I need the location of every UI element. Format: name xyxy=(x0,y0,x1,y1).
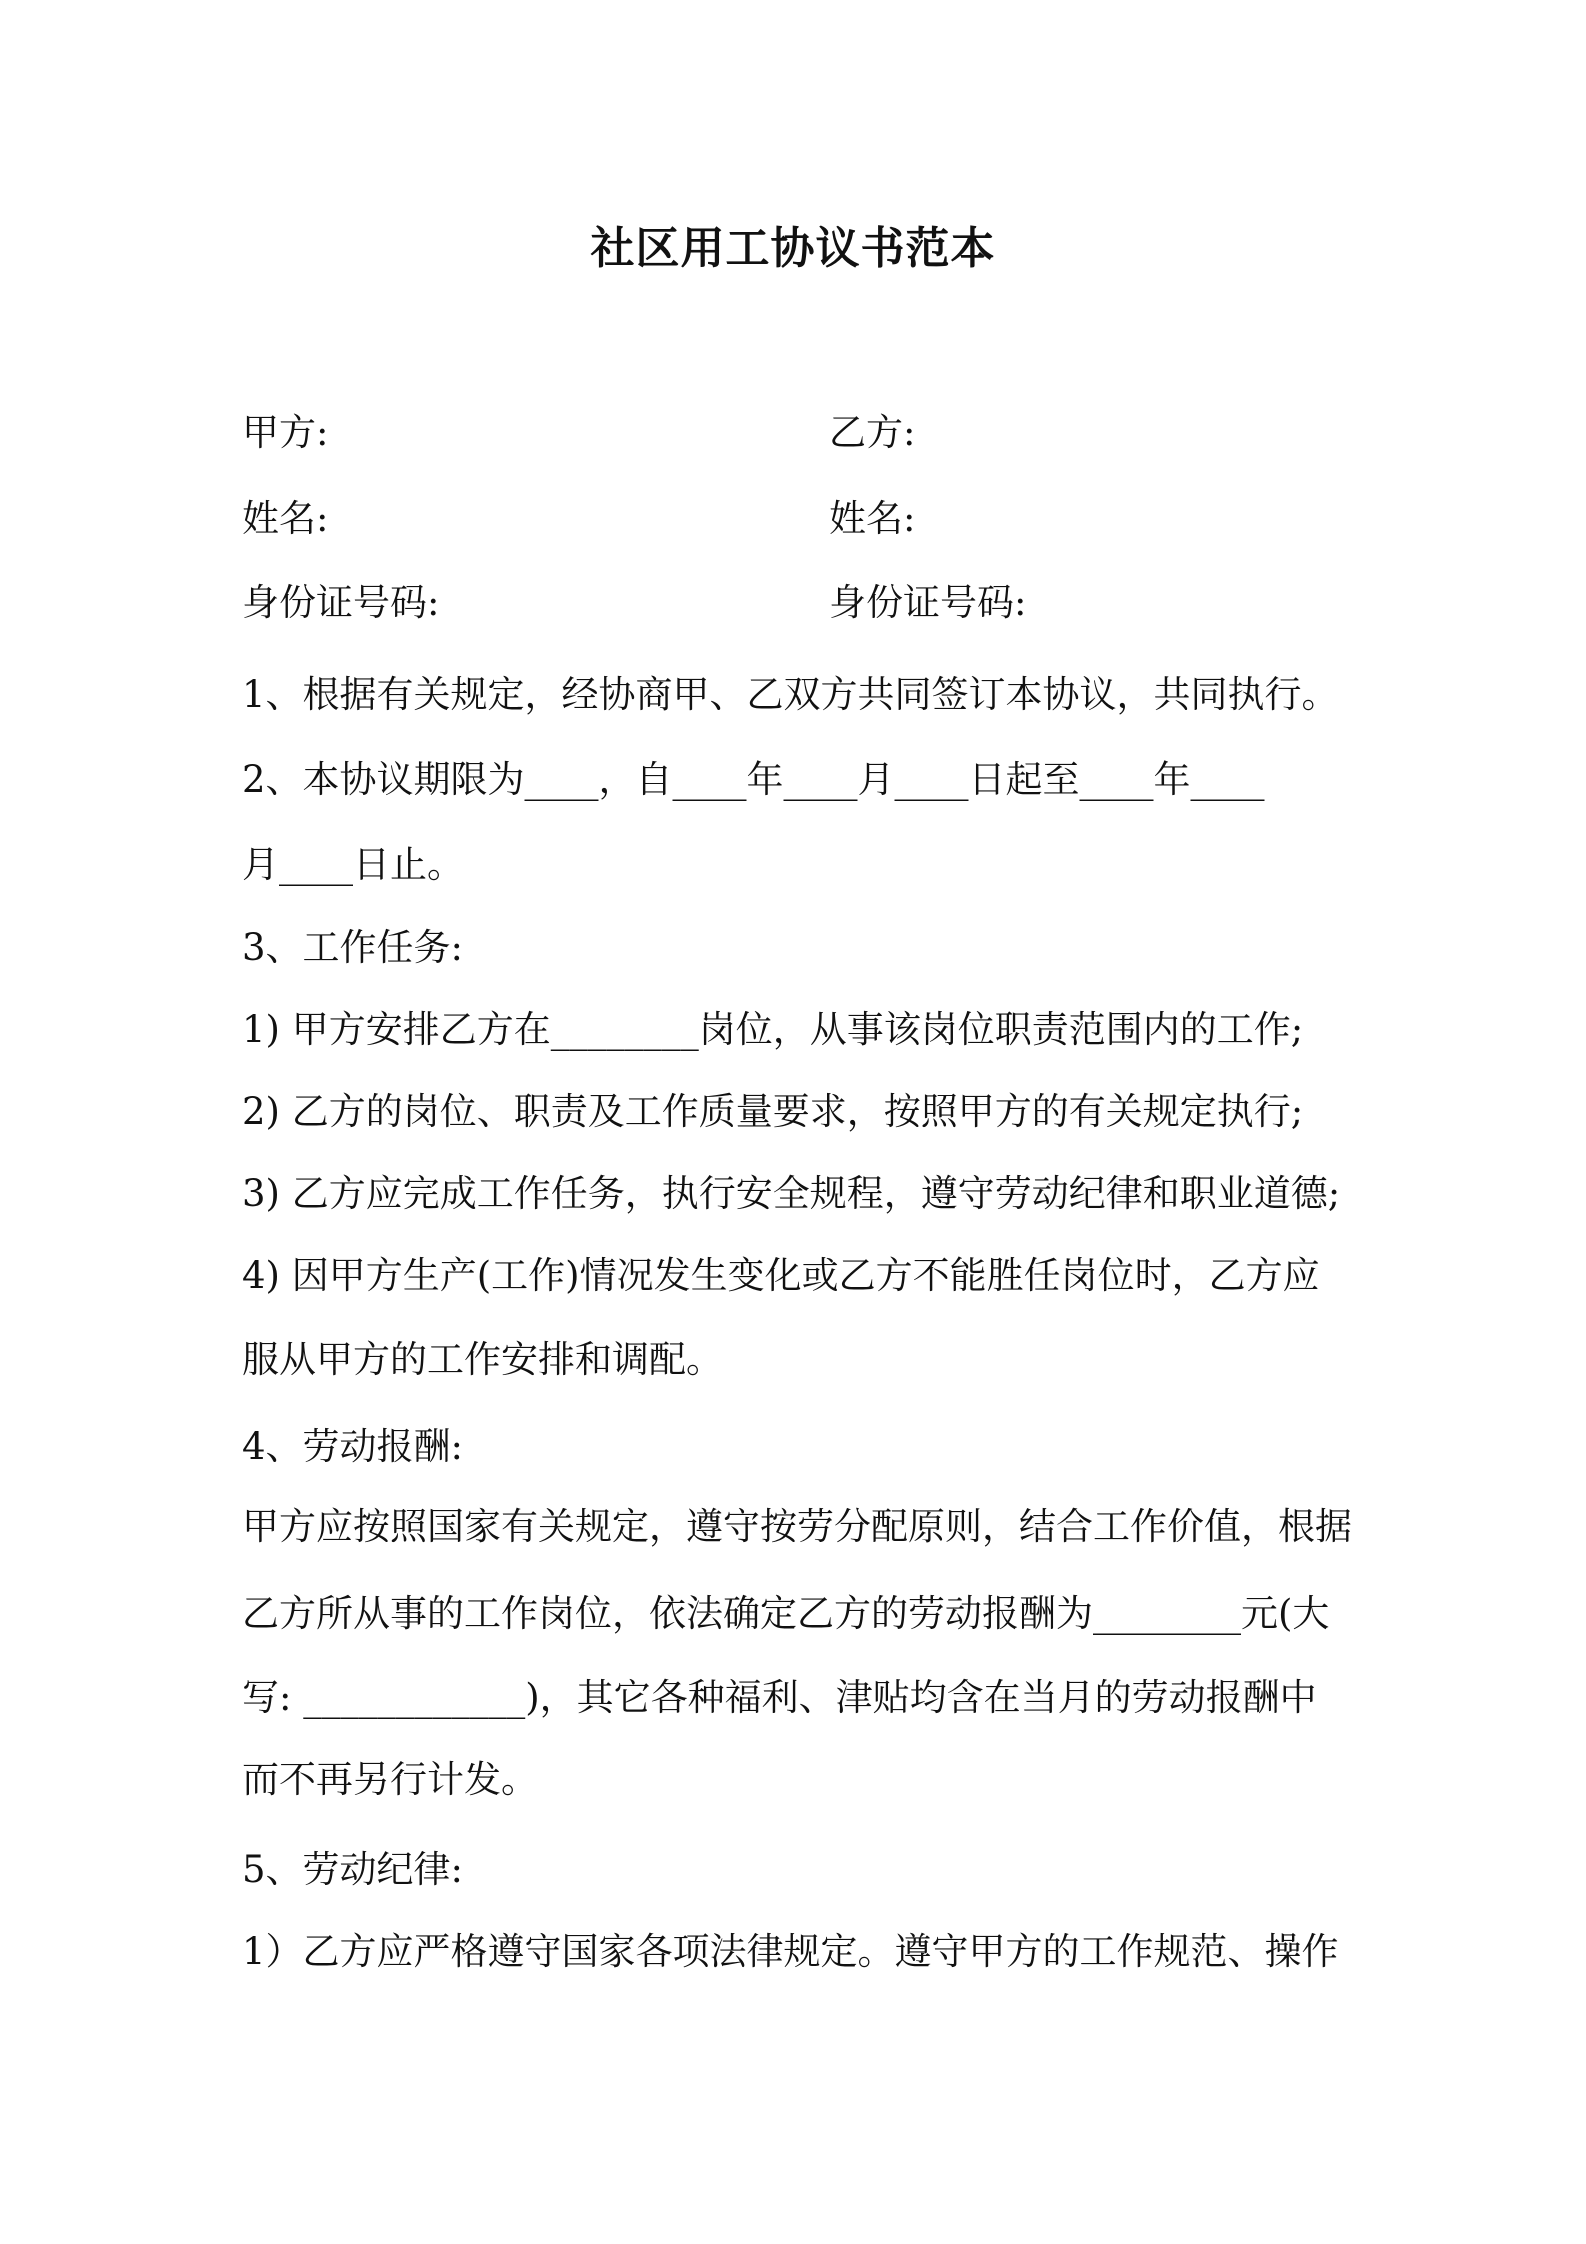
party-b-id-label: 身份证号码: xyxy=(829,581,1027,624)
clause-3-item-4-line-1: 4) 因甲方生产(工作)情况发生变化或乙方不能胜任岗位时，乙方应 xyxy=(242,1254,1320,1297)
clause-3-item-3: 3) 乙方应完成工作任务，执行安全规程，遵守劳动纪律和职业道德; xyxy=(242,1172,1341,1215)
party-a-id-label: 身份证号码: xyxy=(242,581,440,624)
clause-3-heading: 3、工作任务: xyxy=(242,926,464,969)
clause-4-heading: 4、劳动报酬: xyxy=(242,1425,464,1468)
party-b-name-label: 姓名: xyxy=(829,497,916,540)
clause-2-line-2: 月____日止。 xyxy=(242,843,464,886)
clause-5-item-1-line-1: 1）乙方应严格遵守国家各项法律规定。遵守甲方的工作规范、操作 xyxy=(242,1930,1339,1973)
clause-1: 1、根据有关规定，经协商甲、乙双方共同签订本协议，共同执行。 xyxy=(242,673,1339,716)
clause-4-paragraph-line-2: 乙方所从事的工作岗位，依法确定乙方的劳动报酬为________元(大 xyxy=(242,1592,1330,1635)
clause-4-paragraph-line-3: 写: ____________)，其它各种福利、津贴均含在当月的劳动报酬中 xyxy=(242,1676,1317,1719)
party-a-label: 甲方: xyxy=(242,411,329,454)
clause-3-item-1: 1) 甲方安排乙方在________岗位，从事该岗位职责范围内的工作; xyxy=(242,1008,1304,1051)
party-a-name-label: 姓名: xyxy=(242,497,329,540)
clause-2-line-1: 2、本协议期限为____，自____年____月____日起至____年____ xyxy=(242,758,1265,801)
clause-4-paragraph-line-4: 而不再另行计发。 xyxy=(242,1758,538,1801)
document-title: 社区用工协议书范本 xyxy=(590,223,996,274)
clause-3-item-4-line-2: 服从甲方的工作安排和调配。 xyxy=(242,1338,723,1381)
clause-3-item-2: 2) 乙方的岗位、职责及工作质量要求，按照甲方的有关规定执行; xyxy=(242,1090,1304,1133)
clause-4-paragraph-line-1: 甲方应按照国家有关规定，遵守按劳分配原则，结合工作价值，根据 xyxy=(242,1505,1352,1548)
party-b-label: 乙方: xyxy=(829,411,916,454)
clause-5-heading: 5、劳动纪律: xyxy=(242,1848,464,1891)
